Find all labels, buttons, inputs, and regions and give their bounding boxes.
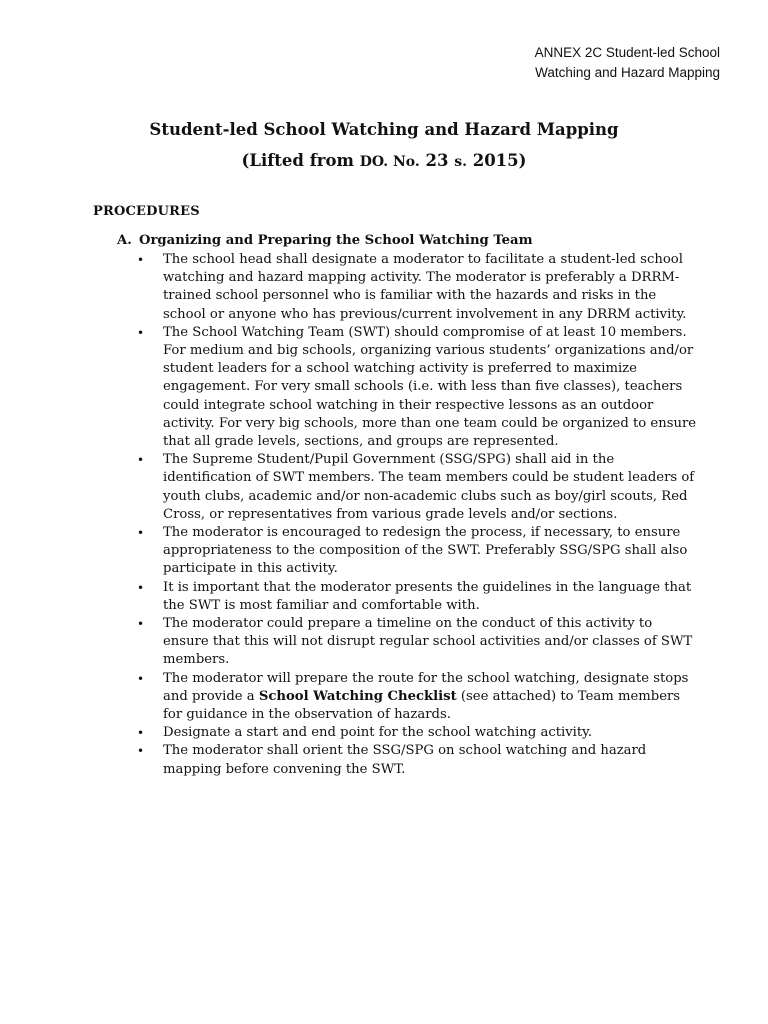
list-item-text: The moderator shall orient the SSG/SPG on school watching and hazard mapping before convening the SWT. [163,743,647,777]
list-item [137,742,697,778]
list-item [137,251,697,324]
list-item-text: Designate a start and end point for the school watching activity. [163,725,593,741]
subtitle-year: 2015) [466,151,527,170]
list-item [137,324,697,451]
section-a-heading [117,233,533,248]
list-item-text: The moderator is encouraged to redesign the process, if necessary, to ensure appropriateness to the composition of the SWT. Preferably SSG/SPG shall also participate in this activity. [163,525,688,577]
bullet-icon: • [137,671,145,686]
bullet-icon: • [137,726,145,741]
subtitle-series: s. [454,154,467,170]
procedure-list [137,251,697,779]
list-item-text-before: The moderator will prepare the route for the school watching, designate stops and provide a [163,670,689,704]
bullet-icon: • [137,744,145,759]
section-title: Organizing and Preparing the School Watching Team [139,233,533,248]
bullet-icon: • [137,526,145,541]
list-item [137,615,697,670]
bullet-icon: • [137,580,145,595]
bullet-icon: • [137,253,145,267]
document-title: Student-led School Watching and Hazard Mapping [149,120,619,139]
list-item-text: The school head shall designate a moderator to facilitate a student-led school watching and hazard mapping activity. The moderator is preferably a DRRM-trained school personnel who is familiar with the hazards and risks in the school or anyone who has previous/current involvement in any DRRM activity. [163,252,687,322]
list-item [137,524,697,579]
list-item [137,579,697,615]
list-item-text: It is important that the moderator presents the guidelines in the language that the SWT is most familiar and comfortable with. [163,579,692,613]
subtitle-ref: DO. No. [359,154,420,170]
checklist-reference: School Watching Checklist [258,688,457,704]
annex-line-1: ANNEX 2C Student-led School [534,45,720,60]
list-item-text: The moderator could prepare a timeline on the conduct of this activity to ensure that this will not disrupt regular school activities and/or classes of SWT members. [163,616,693,668]
section-letter: A. [117,233,132,248]
list-item [137,724,697,742]
list-item-text: The School Watching Team (SWT) should compromise of at least 10 members. For medium and big schools, organizing various students’ organizations and/or student leaders for a school watching activity is preferred to maximize engagement. For very small schools (i.e. with less than five classes), teachers could integrate school watching in their respective lessons as an outdoor activity. For very big schools, more than one team could be organized to ensure that all grade levels, sections, and groups are represented. [163,324,697,450]
bullet-icon: • [137,617,145,632]
subtitle-prefix: (Lifted from [241,151,360,170]
list-item-text: The Supreme Student/Pupil Government (SSG/SPG) shall aid in the identification of SWT members. The team members could be student leaders of youth clubs, academic and/or non-academic clubs such as boy/girl scouts, Red Cross, or representatives from various grade levels and/or sections. [163,452,695,522]
annex-line-2: Watching and Hazard Mapping [535,65,720,80]
bullet-icon: • [137,325,145,340]
list-item-text-after: (see attached) to Team members for guidance in the observation of hazards. [163,688,681,723]
bullet-icon: • [137,453,145,468]
annex-header [535,43,720,83]
procedures-heading: PROCEDURES [93,204,200,219]
document-subtitle [0,151,768,170]
subtitle-number: 23 [419,151,455,170]
list-item [137,670,697,725]
list-item [137,451,697,524]
